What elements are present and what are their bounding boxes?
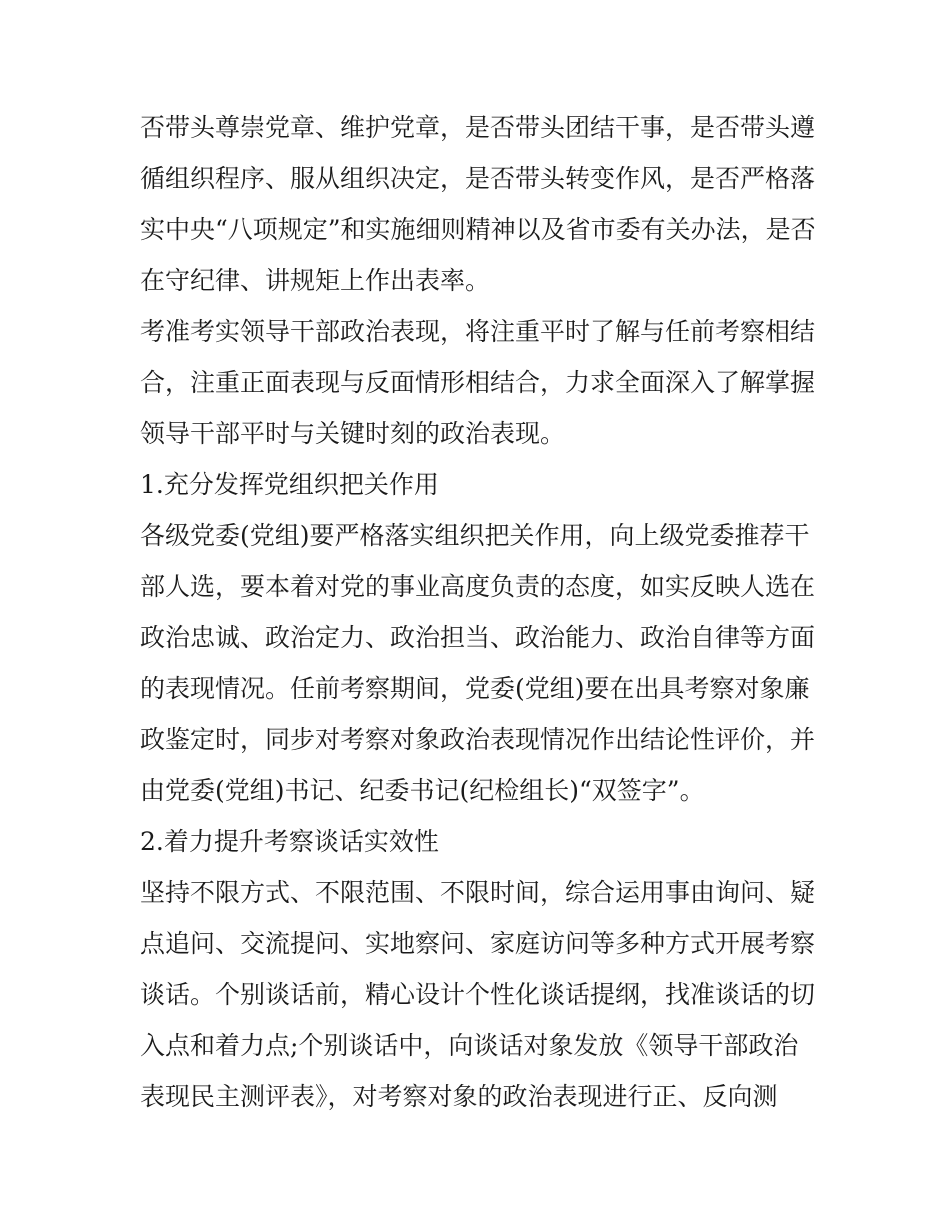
- text-line: 的表现情况。任前考察期间，党委(党组)要在出具考察对象廉: [140, 674, 810, 703]
- text-line: 领导干部平时与关键时刻的政治表现。: [140, 419, 566, 448]
- text-line: 考准考实领导干部政治表现，将注重平时了解与任前考察相结: [140, 317, 816, 346]
- text-line: 否带头尊崇党章、维护党章，是否带头团结干事，是否带头遵: [140, 113, 816, 142]
- text-line: 在守纪律、讲规矩上作出表率。: [140, 266, 491, 295]
- text-line: 各级党委(党组)要严格落实组织把关作用，向上级党委推荐干: [140, 521, 810, 550]
- text-line: 点追问、交流提问、实地察问、家庭访问等多种方式开展考察: [140, 929, 816, 958]
- text-line: 政治忠诚、政治定力、政治担当、政治能力、政治自律等方面: [140, 623, 816, 652]
- text-line: 部人选，要本着对党的事业高度负责的态度，如实反映人选在: [140, 572, 816, 601]
- text-line: 循组织程序、服从组织决定，是否带头转变作风，是否严格落: [140, 164, 816, 193]
- text-line: 由党委(党组)书记、纪委书记(纪检组长)“双签字”。: [140, 776, 705, 805]
- section-heading: 1.充分发挥党组织把关作用: [140, 470, 439, 499]
- text-line: 入点和着力点;个别谈话中，向谈话对象发放《领导干部政治: [140, 1031, 799, 1060]
- section-heading: 2.着力提升考察谈话实效性: [140, 827, 439, 856]
- text-line: 谈话。个别谈话前，精心设计个性化谈话提纲，找准谈话的切: [140, 980, 816, 1009]
- text-line: 政鉴定时，同步对考察对象政治表现情况作出结论性评价，并: [140, 725, 816, 754]
- document-body: [140, 102, 820, 1122]
- text-line: 实中央“八项规定”和实施细则精神以及省市委有关办法，是否: [140, 215, 816, 244]
- text-line: 表现民主测评表》，对考察对象的政治表现进行正、反向测: [140, 1082, 778, 1111]
- text-line: 合，注重正面表现与反面情形相结合，力求全面深入了解掌握: [140, 368, 816, 397]
- text-line: 坚持不限方式、不限范围、不限时间，综合运用事由询问、疑: [140, 878, 816, 907]
